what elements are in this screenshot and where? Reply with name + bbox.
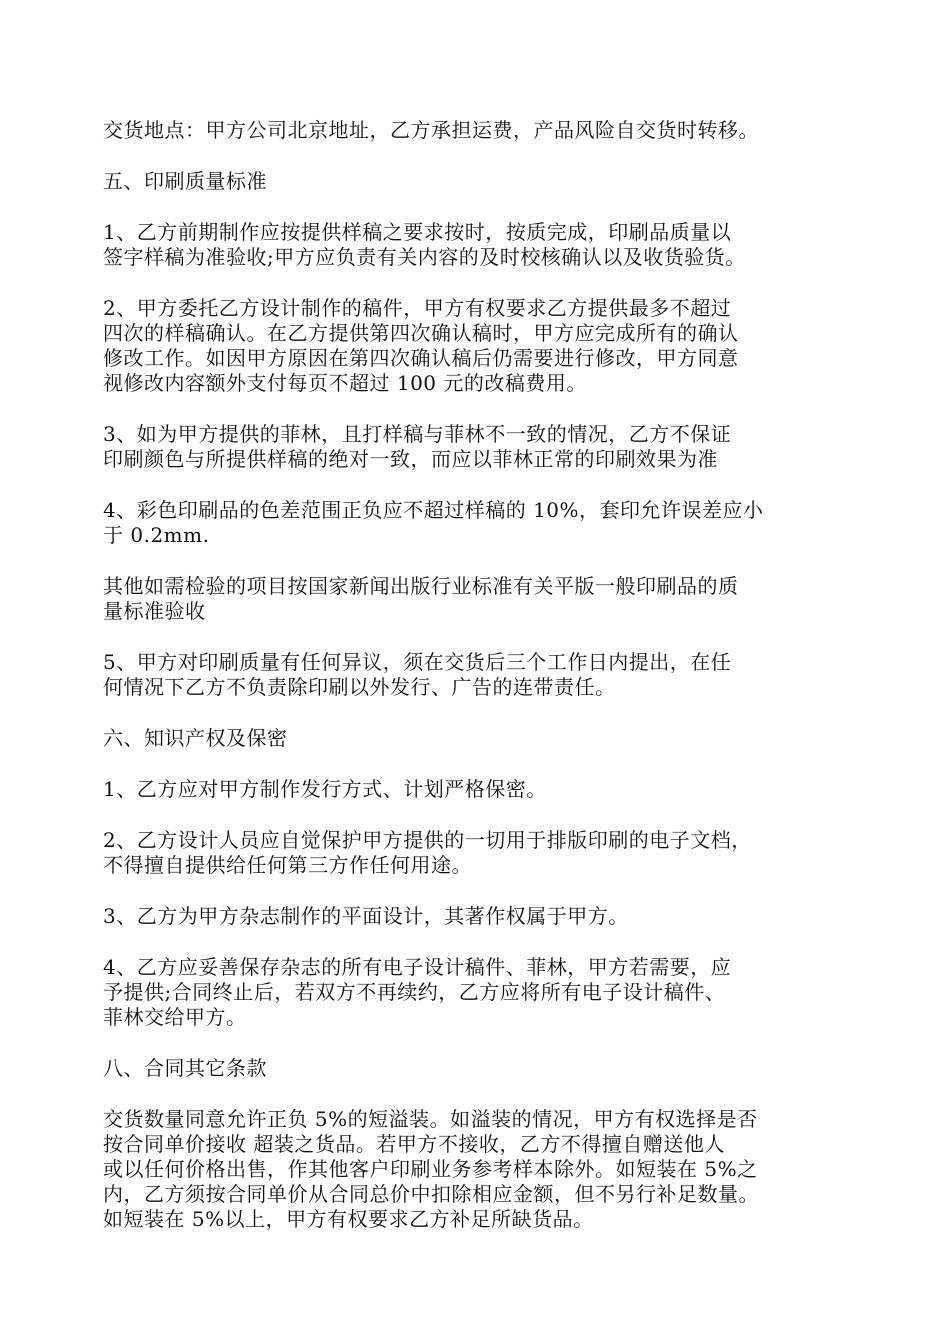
clause-quality-other	[103, 574, 863, 624]
text-line: 予提供;合同终止后，若双方不再续约，乙方应将所有电子设计稿件、	[103, 980, 726, 1004]
clause-ip-2	[103, 828, 863, 878]
clause-ip-3	[103, 904, 863, 929]
clause-quality-4	[103, 498, 863, 548]
text-line: 2、乙方设计人员应自觉保护甲方提供的一切用于排版印刷的电子文档，	[103, 828, 752, 852]
clause-ip-4	[103, 955, 863, 1030]
text-line: 视修改内容额外支付每页不超过 100 元的改稿费用。	[103, 371, 587, 395]
paragraph-delivery-location	[103, 118, 863, 143]
text-line: 菲林交给甲方。	[103, 1005, 247, 1029]
text-line: 四次的样稿确认。在乙方提供第四次确认稿时，甲方应完成所有的确认	[103, 321, 739, 345]
text-line: 签字样稿为准验收;甲方应负责有关内容的及时校核确认以及收货验货。	[103, 245, 746, 269]
text-line: 如短装在 5%以上，甲方有权要求乙方补足所缺货品。	[103, 1207, 594, 1231]
text-line: 交货地点：甲方公司北京地址，乙方承担运费，产品风险自交货时转移。	[103, 118, 759, 142]
text-line: 何情况下乙方不负责除印刷以外发行、广告的连带责任。	[103, 675, 616, 699]
text-line: 或以任何价格出售，作其他客户印刷业务参考样本除外。如短装在 5%之	[103, 1157, 758, 1181]
text-line: 六、知识产权及保密	[103, 726, 288, 750]
document-body	[103, 118, 863, 1258]
text-line: 3、如为甲方提供的菲林，且打样稿与菲林不一致的情况，乙方不保证	[103, 422, 732, 446]
section-heading-print-quality	[103, 169, 863, 194]
text-line: 八、合同其它条款	[103, 1056, 267, 1080]
clause-quality-2	[103, 296, 863, 396]
section-heading-other-terms	[103, 1056, 863, 1081]
text-line: 其他如需检验的项目按国家新闻出版行业标准有关平版一般印刷品的质	[103, 574, 739, 598]
clause-ip-1	[103, 777, 863, 802]
text-line: 按合同单价接收 超装之货品。若甲方不接收，乙方不得擅自赠送他人	[103, 1132, 725, 1156]
clause-quality-5	[103, 650, 863, 700]
text-line: 1、乙方应对甲方制作发行方式、计划严格保密。	[103, 777, 547, 801]
text-line: 2、甲方委托乙方设计制作的稿件，甲方有权要求乙方提供最多不超过	[103, 296, 732, 320]
clause-quantity-tolerance	[103, 1107, 863, 1232]
text-line: 3、乙方为甲方杂志制作的平面设计，其著作权属于甲方。	[103, 904, 629, 928]
text-line: 4、彩色印刷品的色差范围正负应不超过样稿的 10%，套印允许误差应小	[103, 498, 764, 522]
clause-quality-3	[103, 422, 863, 472]
text-line: 印刷颜色与所提供样稿的绝对一致，而应以菲林正常的印刷效果为准	[103, 447, 718, 471]
text-line: 5、甲方对印刷质量有任何异议，须在交货后三个工作日内提出，在任	[103, 650, 732, 674]
text-line: 交货数量同意允许正负 5%的短溢装。如溢装的情况，甲方有权选择是否	[103, 1107, 758, 1131]
text-line: 于 0.2mm.	[103, 523, 210, 547]
text-line: 量标准验收	[103, 599, 206, 623]
text-line: 五、印刷质量标准	[103, 169, 267, 193]
text-line: 内，乙方须按合同单价从合同总价中扣除相应金额，但不另行补足数量。	[103, 1182, 759, 1206]
text-line: 4、乙方应妥善保存杂志的所有电子设计稿件、菲林，甲方若需要，应	[103, 955, 732, 979]
text-line: 不得擅自提供给任何第三方作任何用途。	[103, 853, 472, 877]
text-line: 修改工作。如因甲方原因在第四次确认稿后仍需要进行修改，甲方同意	[103, 346, 739, 370]
clause-quality-1	[103, 220, 863, 270]
text-line: 1、乙方前期制作应按提供样稿之要求按时，按质完成，印刷品质量以	[103, 220, 732, 244]
section-heading-ip-confidentiality	[103, 726, 863, 751]
